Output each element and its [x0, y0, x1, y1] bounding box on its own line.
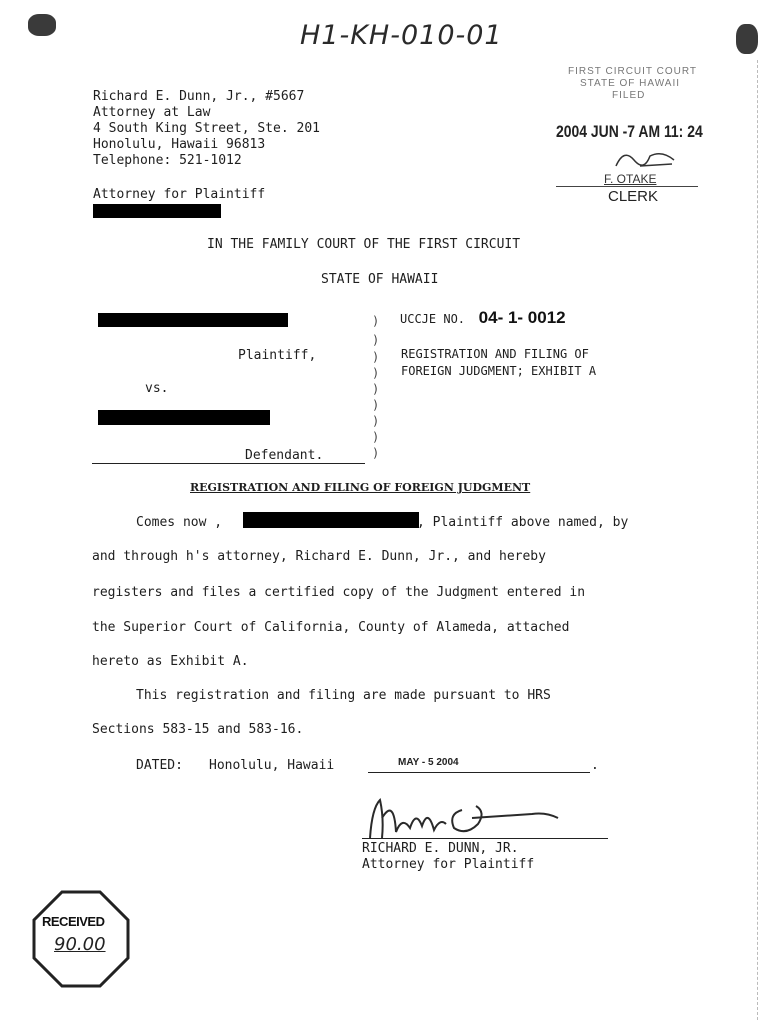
- dated-place: Honolulu, Hawaii: [209, 758, 335, 773]
- court-state: STATE OF HAWAII: [321, 272, 439, 287]
- paragraph1-line4: the Superior Court of California, County of Alameda, attached: [92, 620, 570, 635]
- redaction-bar: [93, 204, 221, 218]
- received-stamp: [32, 890, 130, 988]
- paragraph1-line5: hereto as Exhibit A.: [92, 654, 249, 669]
- court-name: IN THE FAMILY COURT OF THE FIRST CIRCUIT: [207, 237, 521, 252]
- document-heading: REGISTRATION AND FILING OF FOREIGN JUDGMENT: [190, 481, 531, 494]
- plaintiff-label: Plaintiff,: [238, 348, 317, 363]
- document-title-line1: REGISTRATION AND FILING OF: [401, 347, 589, 361]
- case-number: 04- 1- 0012: [478, 308, 566, 327]
- versus-label: vs.: [145, 381, 169, 396]
- redaction-bar: [98, 410, 270, 425]
- stamp-status: FILED: [612, 90, 646, 101]
- paragraph2-line1: This registration and filing are made pursuant to HRS: [136, 688, 551, 703]
- received-amount: 90.00: [54, 934, 106, 955]
- paragraph1-line1b: , Plaintiff above named, by: [417, 515, 629, 530]
- attorney-address-line2: Honolulu, Hawaii 96813: [93, 137, 266, 152]
- defendant-label: Defendant.: [245, 448, 324, 463]
- attorney-role: Attorney for Plaintiff: [93, 187, 266, 202]
- attorney-name: Richard E. Dunn, Jr., #5667: [93, 89, 305, 104]
- attorney-phone: Telephone: 521-1012: [93, 153, 242, 168]
- scan-edge-line: [757, 60, 758, 1020]
- clerk-signature-scribble: [610, 146, 680, 172]
- document-title-line2: FOREIGN JUDGMENT; EXHIBIT A: [401, 364, 597, 378]
- stamp-clerk-title: CLERK: [608, 188, 659, 205]
- stamp-clerk-rule: [556, 186, 698, 187]
- dated-label: DATED:: [136, 758, 183, 773]
- handwritten-document-id: H1-KH-010-01: [300, 20, 503, 51]
- attorney-title: Attorney at Law: [93, 105, 211, 120]
- redaction-bar: [243, 512, 419, 528]
- stamp-court-line1: FIRST CIRCUIT COURT: [568, 66, 698, 77]
- paragraph2-line2: Sections 583-15 and 583-16.: [92, 722, 304, 737]
- case-no-label: E NO.: [428, 312, 466, 326]
- signer-role: Attorney for Plaintiff: [362, 857, 535, 872]
- attorney-address-line1: 4 South King Street, Ste. 201: [93, 121, 320, 136]
- paragraph1-line3: registers and files a certified copy of the Judgment entered in: [92, 585, 586, 600]
- stamp-datetime: 2004 JUN -7 AM 11: 24: [556, 122, 703, 141]
- stamp-clerk-name: F. OTAKE: [604, 172, 657, 186]
- scan-artifact: [736, 24, 758, 54]
- signer-name: RICHARD E. DUNN, JR.: [362, 841, 519, 856]
- caption-rule: [92, 463, 365, 464]
- scan-artifact: [28, 14, 56, 36]
- dated-rule: [368, 772, 590, 773]
- received-label: RECEIVED: [42, 914, 105, 929]
- case-prefix: UCCJ: [400, 312, 429, 326]
- paragraph1-line1a: Comes now ,: [136, 515, 223, 530]
- stamp-court-line2: STATE OF HAWAII: [580, 78, 680, 89]
- signature-rule: [362, 838, 608, 839]
- dated-date-stamp: MAY - 5 2004: [398, 757, 459, 768]
- case-number-line: [400, 308, 566, 328]
- redaction-bar: [98, 313, 288, 327]
- paragraph1-line2: and through h's attorney, Richard E. Dunn, Jr., and hereby: [92, 549, 546, 564]
- dated-period: .: [591, 758, 599, 773]
